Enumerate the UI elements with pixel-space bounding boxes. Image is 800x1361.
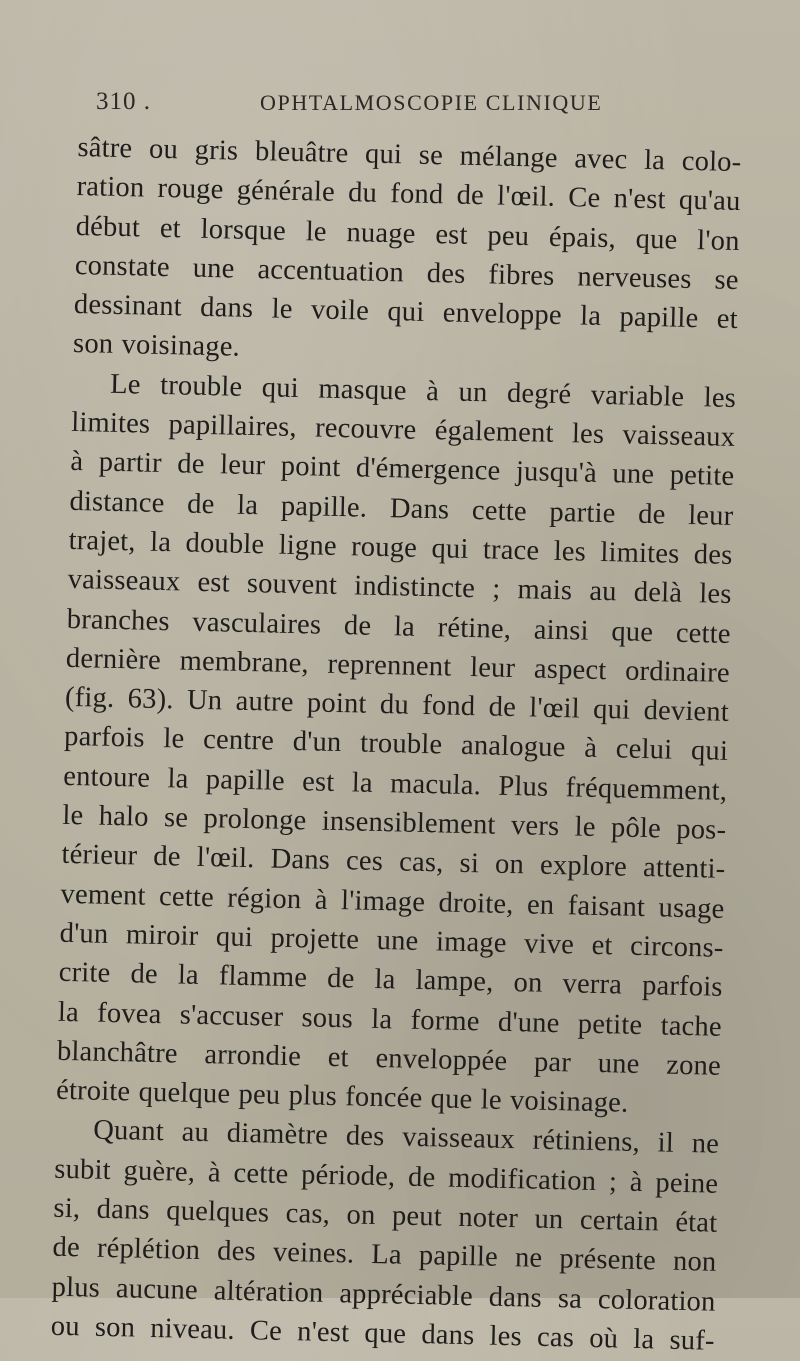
text-line: le halo se prolonge insensiblement vers le pôle pos- bbox=[62, 799, 727, 846]
text-line: distance de la papille. Dans cette partie de leur bbox=[69, 485, 734, 532]
page-number: 310 . bbox=[96, 88, 151, 115]
text-line: dernière membrane, reprennent leur aspect ordinaire bbox=[65, 642, 731, 689]
text-line: d'un miroir qui projette une image vive et circons- bbox=[59, 917, 724, 964]
text-line: crite de la flamme de la lampe, on verra parfois bbox=[58, 957, 724, 1004]
text-line: ration rouge générale du fond de l'œil. Ce n'est qu'au bbox=[76, 171, 741, 218]
text-line: à partir de leur point d'émergence jusqu'à une petite bbox=[70, 446, 735, 493]
text-line: térieur de l'œil. Dans ces cas, si on explore attenti- bbox=[61, 839, 726, 886]
text-line: son voisinage. bbox=[72, 328, 241, 364]
text-line: subit guère, à cette période, de modification ; à peine bbox=[54, 1153, 719, 1200]
text-line: vaisseaux est souvent indistincte ; mais au delà les bbox=[67, 564, 732, 611]
running-head bbox=[96, 88, 756, 124]
body-text bbox=[50, 128, 741, 1361]
text-line: limites papillaires, recouvre également les vaisseaux bbox=[70, 407, 736, 454]
text-line: la fovea s'accuser sous la forme d'une petite tache bbox=[57, 996, 723, 1043]
text-line: sâtre ou gris bleuâtre qui se mélange avec la colo- bbox=[77, 131, 742, 179]
running-title: OPHTALMOSCOPIE CLINIQUE bbox=[260, 90, 603, 115]
text-line: branches vasculaires de la rétine, ainsi que cette bbox=[66, 603, 732, 650]
text-line: constate une accentuation des fibres nerveuses se bbox=[74, 249, 740, 296]
text-line: trajet, la double ligne rouge qui trace les limites des bbox=[68, 524, 733, 571]
text-line: ou son niveau. Ce n'est que dans les cas où la suf- bbox=[50, 1310, 715, 1357]
text-line: Quant au diamètre des vaisseaux rétiniens, il ne bbox=[92, 1115, 720, 1161]
text-line: blanchâtre arrondie et enveloppée par une zone bbox=[56, 1035, 722, 1082]
text-line: (fig. 63). Un autre point du fond de l'œil qui devient bbox=[64, 682, 730, 729]
text-line: étroite quelque peu plus foncée que le voisinage. bbox=[55, 1074, 629, 1119]
text-line: plus aucune altération appréciable dans sa coloration bbox=[51, 1271, 716, 1318]
text-line: si, dans quelques cas, on peut noter un certain état bbox=[53, 1192, 718, 1239]
text-line: de réplétion des veines. La papille ne présente non bbox=[52, 1232, 717, 1279]
text-line: Le trouble qui masque à un degré variable les bbox=[109, 368, 737, 414]
text-line: dessinant dans le voile qui enveloppe la papille et bbox=[73, 289, 739, 336]
text-line: parfois le centre d'un trouble analogue à celui qui bbox=[63, 721, 729, 768]
text-line: vement cette région à l'image droite, en faisant usage bbox=[60, 878, 725, 925]
text-line: entoure la papille est la macula. Plus fréquemment, bbox=[62, 760, 728, 807]
text-line: début et lorsque le nuage est peu épais, que l'on bbox=[75, 210, 740, 257]
